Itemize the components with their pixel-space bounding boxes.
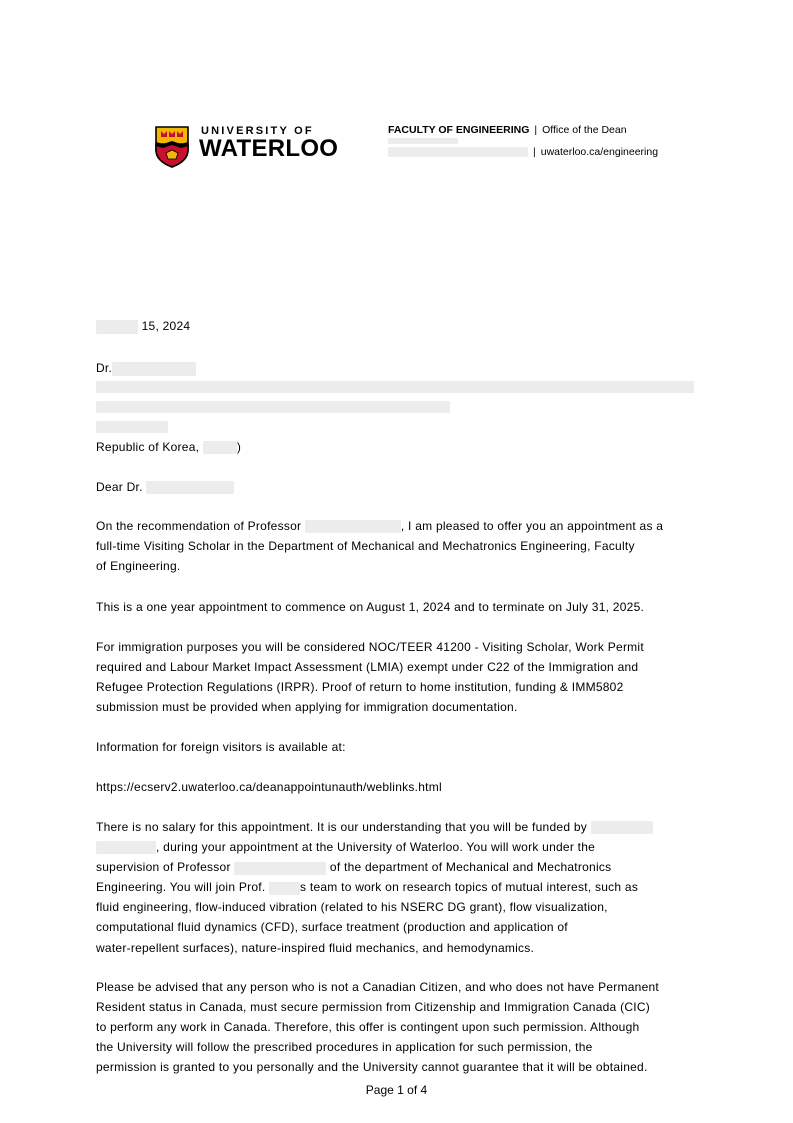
redacted-professor-name xyxy=(305,520,401,533)
url-link[interactable]: https://ecserv2.uwaterloo.ca/deanappointunauth/weblinks.html xyxy=(96,780,442,794)
redacted-postal-code xyxy=(203,441,237,454)
paragraph-line: For immigration purposes you will be considered NOC/TEER 41200 - Visiting Scholar, Work Permit xyxy=(96,640,644,654)
paragraph-immigration xyxy=(96,637,711,717)
paragraph-line: full-time Visiting Scholar in the Department of Mechanical and Mechatronics Engineering, Faculty xyxy=(96,539,635,554)
country-text: Republic of Korea, xyxy=(96,440,200,454)
text: supervision of Professor xyxy=(96,860,235,875)
paragraph-line: to perform any work in Canada. Therefore, this offer is contingent upon such permission. Although xyxy=(96,1020,640,1035)
paragraph-line: fluid engineering, flow-induced vibration (related to his NSERC DG grant), flow visualization, xyxy=(96,900,608,915)
logo-waterloo: WATERLOO xyxy=(199,135,339,162)
redacted-funding-source-cont xyxy=(96,841,156,854)
text: Engineering. You will join Prof. xyxy=(96,880,270,895)
country-close: ) xyxy=(236,440,242,454)
shield-icon xyxy=(155,126,189,168)
paragraph-line: Information for foreign visitors is available at: xyxy=(96,740,346,754)
redacted-supervisor-surname xyxy=(269,882,300,895)
text: , during your appointment at the University of Waterloo. You will work under the xyxy=(156,840,596,855)
text: of the department of Mechanical and Mechatronics xyxy=(326,860,612,875)
redacted-recipient-surname xyxy=(146,481,234,494)
redacted-address-line-1 xyxy=(96,381,694,393)
letter-date xyxy=(96,316,190,336)
paragraph-line: permission is granted to you personally and the University cannot guarantee that it will be obtained. xyxy=(96,1060,648,1075)
paragraph-line: computational fluid dynamics (CFD), surface treatment (production and application of xyxy=(96,920,568,935)
paragraph-info xyxy=(96,737,711,757)
paragraph-line xyxy=(96,877,711,897)
website: uwaterloo.ca/engineering xyxy=(540,146,659,158)
recipient-title: Dr. xyxy=(96,361,113,375)
recipient-country xyxy=(96,437,241,457)
text: On the recommendation of Professor xyxy=(96,519,305,533)
paragraph-line xyxy=(96,817,711,837)
faculty-header xyxy=(388,124,627,136)
paragraph-funding xyxy=(96,817,711,958)
paragraph-line: submission must be provided when applying for immigration documentation. xyxy=(96,700,518,715)
text: s team to work on research topics of mutual interest, such as xyxy=(300,880,639,895)
info-url[interactable] xyxy=(96,777,711,797)
paragraph-line: This is a one year appointment to commence on August 1, 2024 and to terminate on July 31, 2025. xyxy=(96,600,645,614)
text: , I am pleased to offer you an appointment as a xyxy=(400,519,664,533)
paragraph-line xyxy=(96,857,711,877)
paragraph-line: required and Labour Market Impact Assessment (LMIA) exempt under C22 of the Immigration and xyxy=(96,660,639,675)
text: There is no salary for this appointment. It is our understanding that you will be funded by xyxy=(96,820,591,834)
faculty-name: FACULTY OF ENGINEERING xyxy=(388,124,530,136)
redacted-address-line-2 xyxy=(96,401,450,413)
redacted-month xyxy=(96,320,138,334)
office-name: Office of the Dean xyxy=(542,124,627,136)
paragraph-line: Please be advised that any person who is not a Canadian Citizen, and who does not have Permanent xyxy=(96,980,660,994)
greeting-text: Dear Dr. xyxy=(96,480,143,494)
paragraph-recommendation xyxy=(96,516,711,576)
paragraph-line: of Engineering. xyxy=(96,559,181,574)
redacted-address-line-3 xyxy=(96,421,168,433)
redacted-email xyxy=(388,147,528,157)
redacted-funding-source xyxy=(591,821,653,834)
paragraph-line: Resident status in Canada, must secure permission from Citizenship and Immigration Canada (CIC) xyxy=(96,1000,650,1015)
separator: | xyxy=(533,146,536,158)
logo-university-of: UNIVERSITY OF xyxy=(201,125,314,137)
paragraph-line: water-repellent surfaces), nature-inspired fluid mechanics, and hemodynamics. xyxy=(96,940,535,955)
redacted-supervisor-name xyxy=(234,862,326,875)
paragraph-permission xyxy=(96,977,711,1077)
paragraph-line xyxy=(96,516,711,536)
redacted-recipient-name xyxy=(112,362,196,376)
page-number: Page 1 of 4 xyxy=(365,1083,428,1097)
university-logo xyxy=(155,124,339,170)
redacted-phone xyxy=(388,138,458,144)
contact-line xyxy=(388,146,658,158)
paragraph-line xyxy=(96,837,711,857)
paragraph-line: Refugee Protection Regulations (IRPR). Proof of return to home institution, funding & IMM5802 xyxy=(96,680,624,695)
greeting xyxy=(96,477,234,497)
date-text: 15, 2024 xyxy=(141,319,191,333)
paragraph-line: the University will follow the prescribed procedures in application for such permission, the xyxy=(96,1040,593,1055)
paragraph-term xyxy=(96,597,711,617)
recipient-name xyxy=(96,358,196,378)
separator: | xyxy=(534,124,538,136)
